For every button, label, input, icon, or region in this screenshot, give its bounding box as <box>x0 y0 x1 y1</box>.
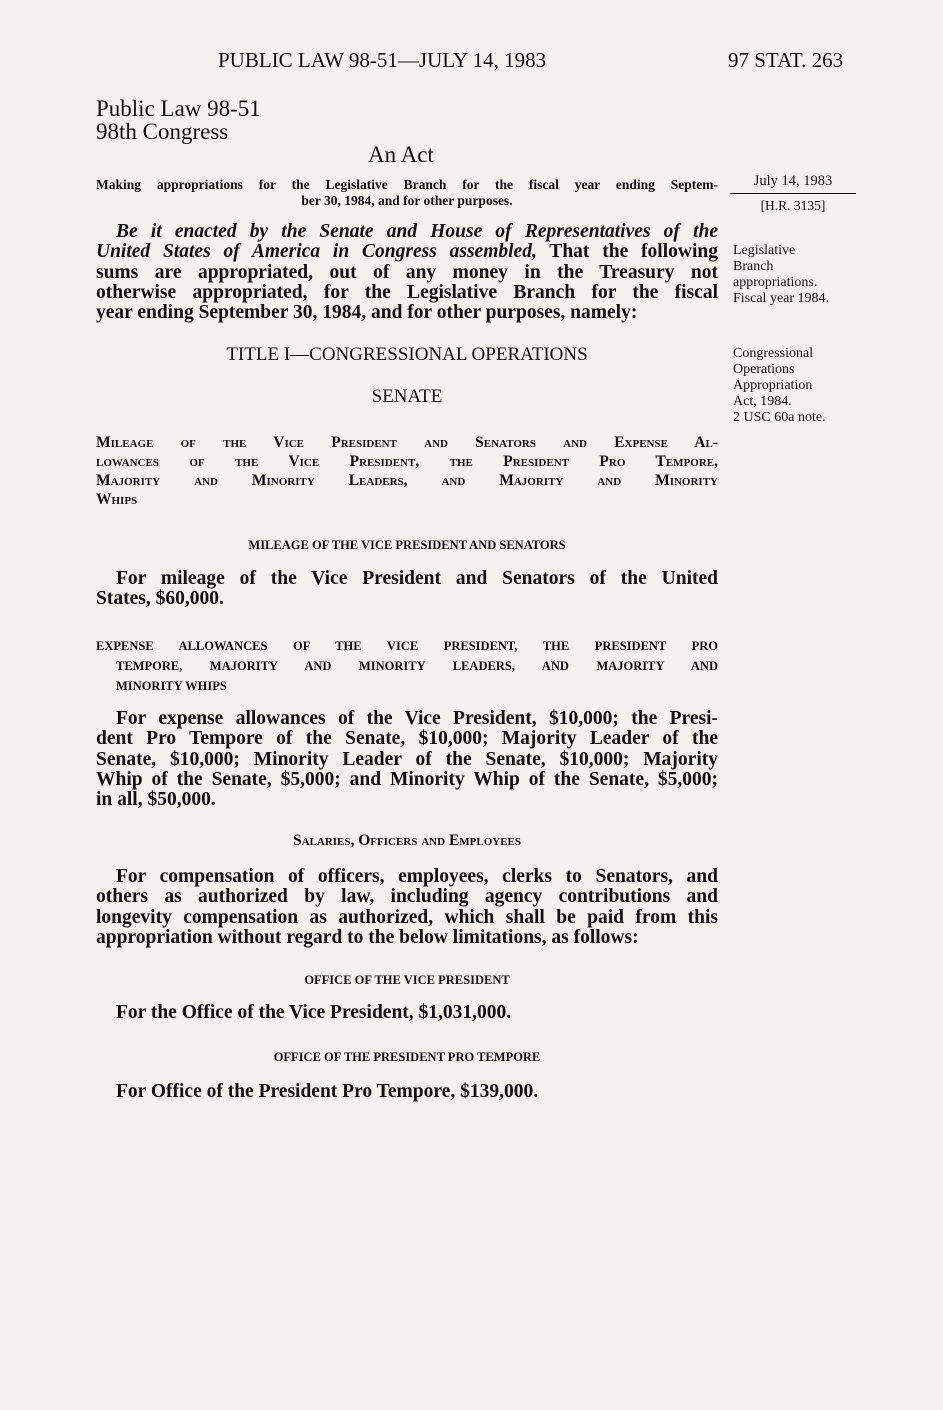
running-header-title: PUBLIC LAW 98-51—JULY 14, 1983 <box>218 48 547 72</box>
heading-line: lowances of the Vice President, the President Pro Tempore, <box>96 453 718 470</box>
margin-note-line: Congressional <box>733 346 814 361</box>
heading-line: Mileage of the Vice President and Senators and Expense Al- <box>96 434 718 451</box>
paragraph-line: For Office of the President Pro Tempore, $139,000. <box>116 1081 539 1102</box>
enacting-line: year ending September 30, 1984, and for other purposes, namely: <box>96 302 638 324</box>
enacting-line: otherwise appropriated, for the Legislative Branch for the fiscal <box>96 281 718 303</box>
act-purpose <box>96 177 718 209</box>
public-law-number: Public Law 98-51 <box>96 96 261 121</box>
heading-line: Majority and Minority Leaders, and Majority and Minority <box>96 472 718 489</box>
salaries-paragraph <box>96 867 718 948</box>
paragraph-line: others as authorized by law, including agency contributions and <box>96 886 718 908</box>
ovp-heading: OFFICE OF THE VICE PRESIDENT <box>304 973 510 987</box>
margin-note-short-title <box>733 346 863 426</box>
senate-heading: SENATE <box>371 386 443 407</box>
paragraph-line: For compensation of officers, employees, clerks to Senators, and <box>116 866 718 887</box>
paragraph-line: For the Office of the Vice President, $1,031,000. <box>116 1002 512 1023</box>
enacting-clause <box>96 222 718 323</box>
enactment-date-note <box>730 173 856 214</box>
enacting-line-italic: United States of America in Congress assembled, <box>96 241 537 263</box>
paragraph-line: longevity compensation as authorized, which shall be paid from this <box>96 906 718 928</box>
margin-note-appropriations <box>733 243 863 307</box>
margin-note-line: Branch <box>733 259 774 274</box>
paragraph-line: States, $60,000. <box>96 588 224 610</box>
title-heading: TITLE I—CONGRESSIONAL OPERATIONS <box>226 344 588 365</box>
heading-line: MINORITY WHIPS <box>116 679 227 693</box>
margin-note-line: appropriations. <box>733 275 818 290</box>
margin-note-line: Appropriation <box>733 378 813 393</box>
paragraph-line: For expense allowances of the Vice President, $10,000; the Presi- <box>116 708 718 729</box>
margin-note-line: 2 USC 60a note. <box>733 410 826 425</box>
margin-note-line: Fiscal year 1984. <box>733 291 830 306</box>
ovp-paragraph <box>96 1003 718 1023</box>
statute-page-number: 97 STAT. 263 <box>728 48 844 72</box>
paragraph-line: in all, $50,000. <box>96 789 216 811</box>
heading-line: TEMPORE, MAJORITY AND MINORITY LEADERS, AND MAJORITY AND <box>116 659 718 673</box>
margin-note-line: Operations <box>733 362 795 377</box>
enacting-line: That the following <box>536 241 718 263</box>
enacting-line: sums are appropriated, out of any money in the Treasury not <box>96 261 718 283</box>
mileage-subheading: MILEAGE OF THE VICE PRESIDENT AND SENATORS <box>248 538 566 552</box>
margin-note-line: Legislative <box>733 243 796 258</box>
act-purpose-line: Making appropriations for the Legislative Branch for the fiscal year ending Septem- <box>96 177 718 192</box>
bill-number: [H.R. 3135] <box>760 198 826 213</box>
oppt-heading: OFFICE OF THE PRESIDENT PRO TEMPORE <box>273 1050 541 1064</box>
heading-line: Whips <box>96 491 138 508</box>
paragraph-line: dent Pro Tempore of the Senate, $10,000; Majority Leader of the <box>96 728 718 750</box>
margin-note-line: Act, 1984. <box>733 394 792 409</box>
expense-paragraph <box>96 709 718 810</box>
mileage-expense-heading <box>96 433 718 509</box>
salaries-heading: Salaries, Officers and Employees <box>292 832 522 849</box>
paragraph-line: Whip of the Senate, $5,000; and Minority Whip of the Senate, $5,000; <box>96 768 718 790</box>
enactment-date: July 14, 1983 <box>730 173 856 194</box>
act-purpose-line: ber 30, 1984, and for other purposes. <box>301 193 513 208</box>
congress-label: 98th Congress <box>96 119 229 144</box>
oppt-paragraph <box>96 1082 718 1102</box>
heading-line: EXPENSE ALLOWANCES OF THE VICE PRESIDENT, THE PRESIDENT PRO <box>96 639 718 653</box>
paragraph-line: Senate, $10,000; Minority Leader of the Senate, $10,000; Majority <box>96 748 718 770</box>
paragraph-line: appropriation without regard to the below limitations, as follows: <box>96 926 639 948</box>
mileage-paragraph <box>96 569 718 610</box>
paragraph-line: For mileage of the Vice President and Senators of the United <box>116 568 718 589</box>
act-title: An Act <box>368 142 434 167</box>
enacting-line: Be it enacted by the Senate and House of Representatives of the <box>116 221 718 242</box>
expense-allowances-heading <box>96 636 718 696</box>
